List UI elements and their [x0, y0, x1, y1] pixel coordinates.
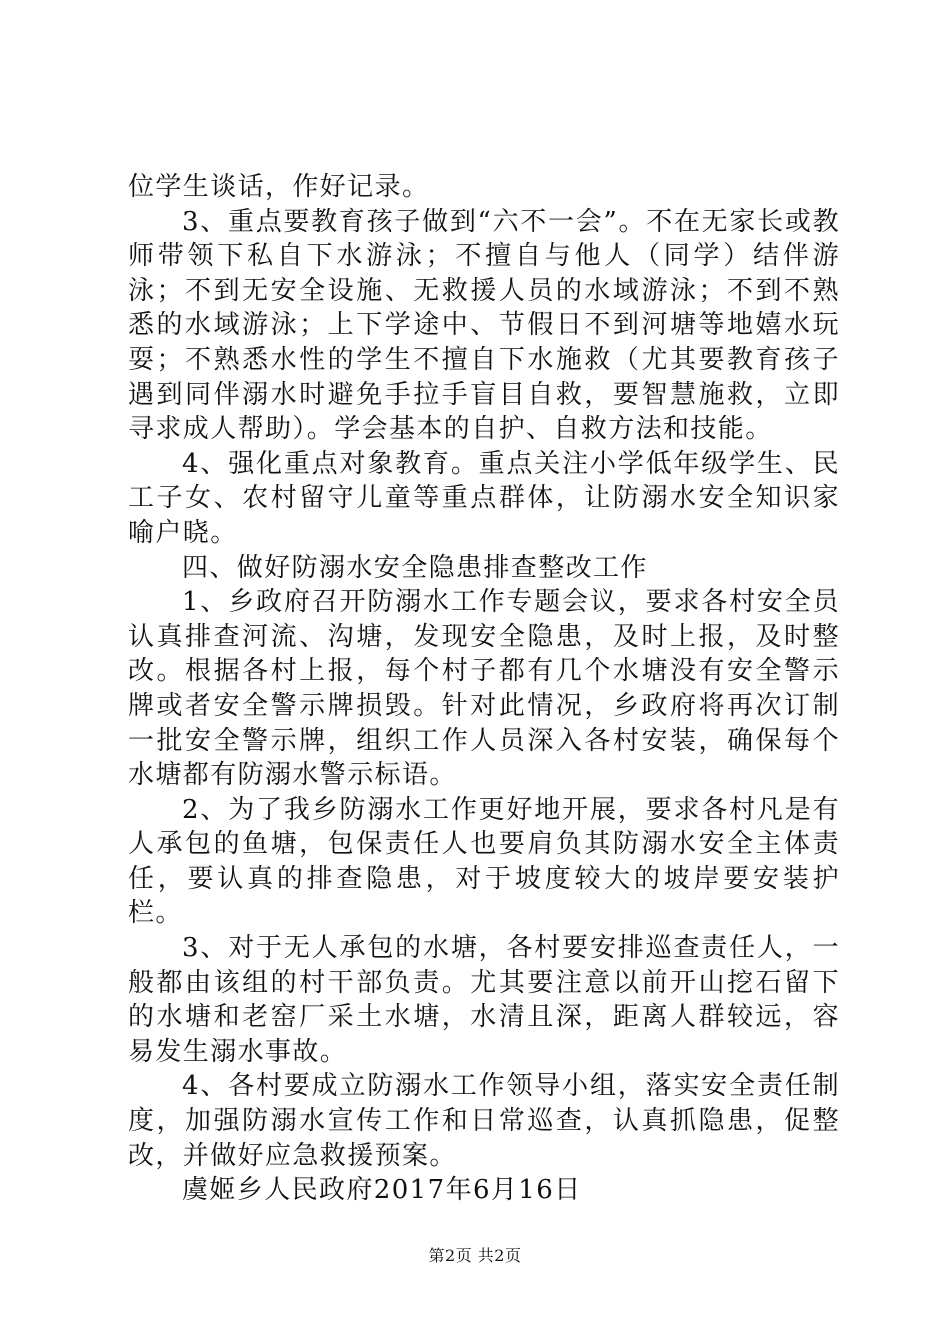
section-heading-four: 四、做好防溺水安全隐患排查整改工作: [182, 552, 648, 583]
paragraph-fish-ponds: 2、为了我乡防溺水工作更好地开展，要求各村凡是有人承包的鱼塘，包保责任人也要肩负其防溺水安全主体责任，要认真的排查隐患，对于坡度较大的坡岸要安装护栏。: [128, 794, 840, 929]
signature-date-line: 虞姬乡人民政府2017年6月16日: [182, 1175, 582, 1206]
paragraph-continuation: 位学生谈话，作好记录。: [128, 172, 430, 202]
paragraph-meeting: 1、乡政府召开防溺水工作专题会议，要求各村安全员认真排查河流、沟塘，发现安全隐患，及时上报，及时整改。根据各村上报，每个村子都有几个水塘没有安全警示牌或者安全警示牌损毁。针对此情况，乡政府将再次订制一批安全警示牌，组织工作人员深入各村安装，确保每个水塘都有防溺水警示标语。: [128, 587, 840, 791]
paragraph-six-rules: 3、重点要教育孩子做到“六不一会”。不在无家长或教师带领下私自下水游泳；不擅自与他人（同学）结伴游泳；不到无安全设施、无救援人员的水域游泳；不到不熟悉的水域游泳；上下学途中、节假日不到河塘等地嬉水玩耍；不熟悉水性的学生不擅自下水施救（尤其要教育孩子遇到同伴溺水时避免手拉手盲目自救，要智慧施救，立即寻求成人帮助）。学会基本的自护、自救方法和技能。: [128, 206, 840, 445]
page-number-footer: 第2页 共2页: [428, 1246, 522, 1265]
paragraph-key-groups: 4、强化重点对象教育。重点关注小学低年级学生、民工子女、农村留守儿童等重点群体，让防溺水安全知识家喻户晓。: [128, 448, 840, 548]
paragraph-leadership-group: 4、各村要成立防溺水工作领导小组，落实安全责任制度，加强防溺水宣传工作和日常巡查，认真抓隐患，促整改，并做好应急救援预案。: [128, 1071, 840, 1171]
paragraph-unowned-ponds: 3、对于无人承包的水塘，各村要安排巡查责任人，一般都由该组的村干部负责。尤其要注意以前开山挖石留下的水塘和老窑厂采土水塘，水清且深，距离人群较远，容易发生溺水事故。: [128, 933, 840, 1067]
document-body: [128, 170, 840, 1208]
